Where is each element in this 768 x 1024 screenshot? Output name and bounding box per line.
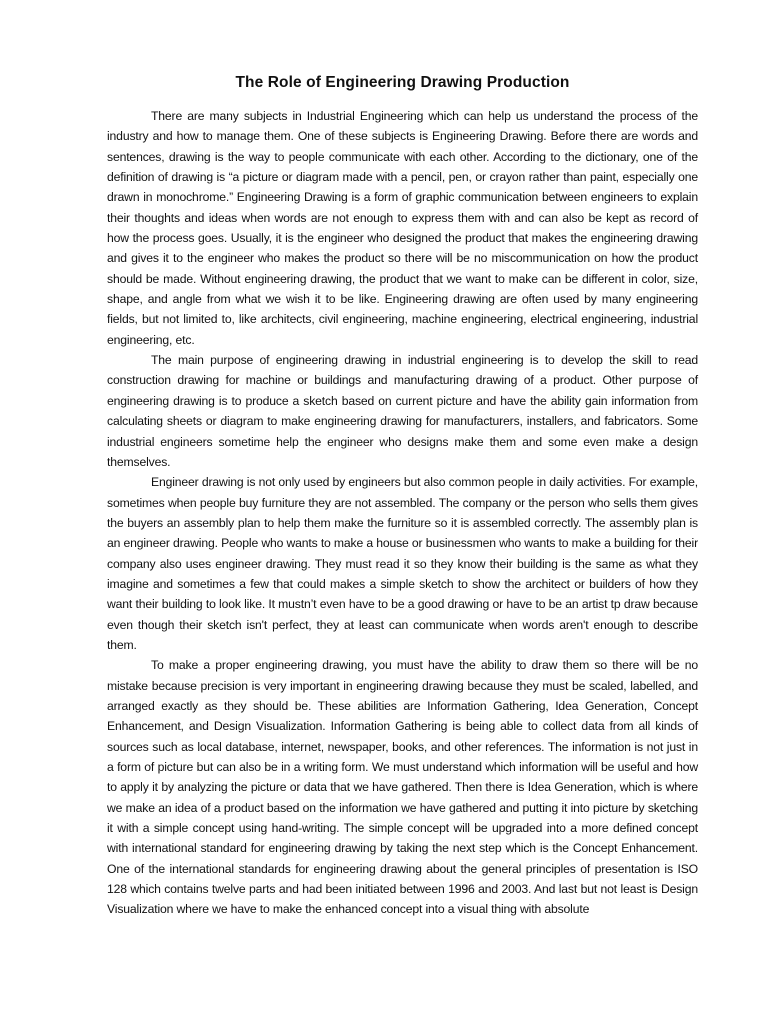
paragraph-2: The main purpose of engineering drawing in industrial engineering is to develop the skill to read construction drawing for machine or buildings and manufacturing drawing of a product. Other purpose of engineering drawing is to produce a sketch based on current picture and have the ability gain information from calculating sheets or diagram to make engineering drawing for manufacturers, installers, and fabricators. Some industrial engineers sometime help the engineer who designs make them and some even make a design themselves. (107, 353, 698, 469)
document-page (107, 74, 698, 920)
paragraph-1: There are many subjects in Industrial Engineering which can help us understand the process of the industry and how to manage them. One of these subjects is Engineering Drawing. Before there are words and sentences, drawing is the way to people communicate with each other. According to the dictionary, one of the definition of drawing is “a picture or diagram made with a pencil, pen, or crayon rather than paint, especially one drawn in monochrome.” Engineering Drawing is a form of graphic communication between engineers to explain their thoughts and ideas when words are not enough to express them with and can also be kept as record of how the process goes. Usually, it is the engineer who designed the product that makes the engineering drawing and gives it to the engineer who makes the product so there will be no miscommunication on how the product should be made. Without engineering drawing, the product that we want to make can be different in color, size, shape, and angle from what we wish it to be like. Engineering drawing are often used by many engineering fields, but not limited to, like architects, civil engineering, machine engineering, electrical engineering, industrial engineering, etc. (107, 109, 698, 347)
paragraph-4: To make a proper engineering drawing, you must have the ability to draw them so there will be no mistake because precision is very important in engineering drawing because they must be scaled, labelled, and arranged exactly as they should be. These abilities are Information Gathering, Idea Generation, Concept Enhancement, and Design Visualization. Information Gathering is being able to collect data from all kinds of sources such as local database, internet, newspaper, books, and other references. The information is not just in a form of picture but can also be in a writing form. We must understand which information will be useful and how to apply it by analyzing the picture or data that we have gathered. Then there is Idea Generation, which is where we make an idea of a product based on the information we have gathered and putting it into picture by sketching it with a simple concept using hand-writing. The simple concept will be upgraded into a more defined concept with international standard for engineering drawing by taking the next step which is the Concept Enhancement. One of the international standards for engineering drawing about the general principles of presentation is ISO 128 which contains twelve parts and had been initiated between 1996 and 2003. And last but not least is Design Visualization where we have to make the enhanced concept into a visual thing with absolute (107, 658, 698, 917)
paragraph-3: Engineer drawing is not only used by engineers but also common people in daily activities. For example, sometimes when people buy furniture they are not assembled. The company or the person who sells them gives the buyers an assembly plan to help them make the furniture so it is assembled correctly. The assembly plan is an engineer drawing. People who wants to make a house or businessmen who wants to make a building for their company also uses engineer drawing. They must read it so they know their building is the same as what they imagine and sometimes a few that could makes a simple sketch to show the architect or builders of how they want their building to look like. It mustn’t even have to be a good drawing or have to be an artist tp draw because even though their sketch isn't perfect, they at least can communicate when words aren't enough to describe them. (107, 475, 698, 652)
document-title: The Role of Engineering Drawing Production (235, 74, 570, 91)
